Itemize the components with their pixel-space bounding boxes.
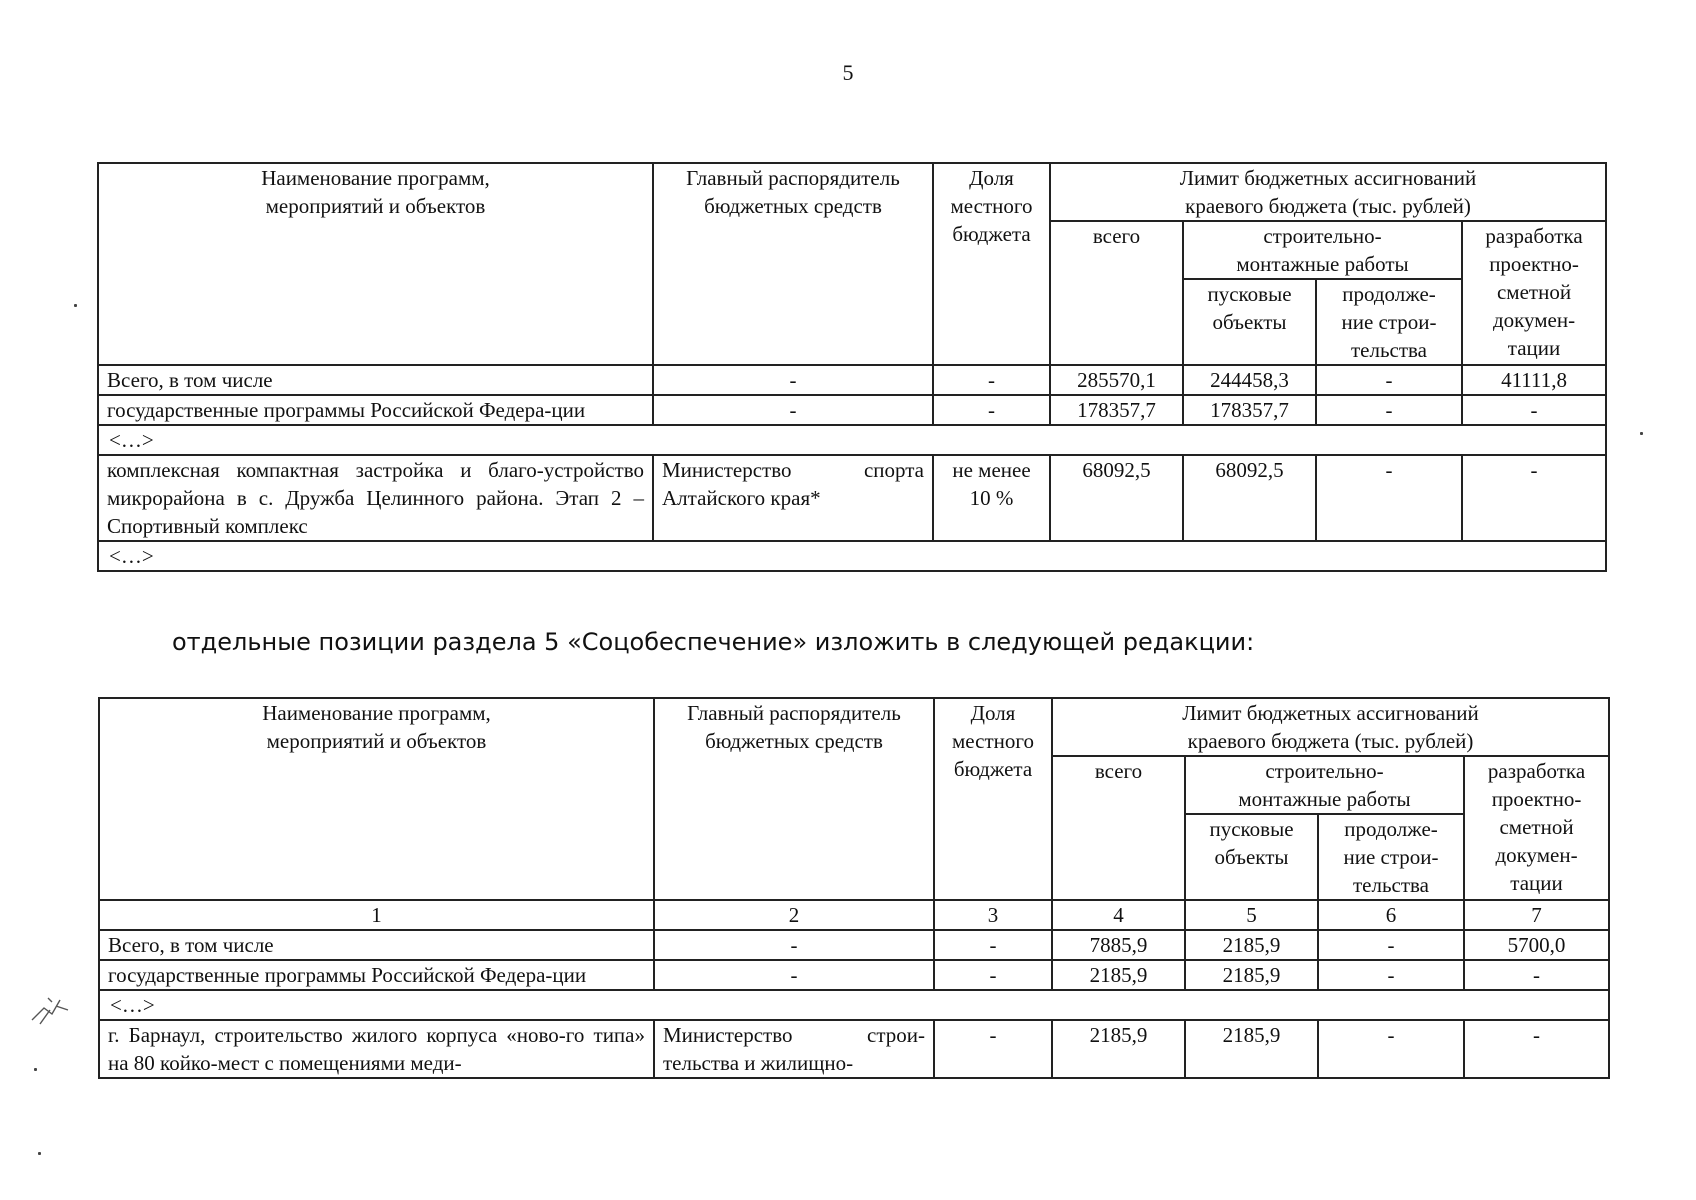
header-launch: пусковые объекты — [1183, 279, 1316, 365]
ellipsis-row: <…> — [98, 425, 1606, 455]
header-limit: Лимит бюджетных ассигнований краевого бюджета (тыс. рублей) — [1050, 163, 1606, 221]
header-total: всего — [1052, 756, 1185, 900]
header-name: Наименование программ, мероприятий и объектов — [99, 698, 654, 900]
header-share: Доля местного бюджета — [934, 698, 1052, 900]
scan-speck — [38, 1152, 41, 1155]
budget-table-1 — [97, 162, 1607, 572]
table-row: комплексная компактная застройка и благо-устройство микрорайона в с. Дружба Целинного района. Этап 2 – Спортивный комплекс Министерство спорта Алтайского края* не менее 10 % 68092,5 68092,5 - - — [98, 455, 1606, 541]
table-row: Всего, в том числе - - 7885,9 2185,9 - 5700,0 — [99, 930, 1609, 960]
section-sentence: отдельные позиции раздела 5 «Соцобеспечение» изложить в следующей редакции: — [172, 628, 1255, 656]
header-limit: Лимит бюджетных ассигнований краевого бюджета (тыс. рублей) — [1052, 698, 1609, 756]
header-name: Наименование программ, мероприятий и объектов — [98, 163, 653, 365]
header-continue: продолже- ние строи- тельства — [1316, 279, 1462, 365]
scan-speck — [1640, 432, 1643, 435]
header-construction: строительно- монтажные работы — [1185, 756, 1464, 814]
table-row: Всего, в том числе - - 285570,1 244458,3 - 41111,8 — [98, 365, 1606, 395]
header-design: разработка проектно- сметной докумен- тации — [1462, 221, 1606, 365]
ellipsis-row: <…> — [99, 990, 1609, 1020]
scan-speck — [74, 304, 77, 307]
column-numbering-row: 1 2 3 4 5 6 7 — [99, 900, 1609, 930]
header-launch: пусковые объекты — [1185, 814, 1318, 900]
header-share: Доля местного бюджета — [933, 163, 1050, 365]
header-design: разработка проектно- сметной докумен- тации — [1464, 756, 1609, 900]
handwritten-mark — [22, 980, 82, 1030]
table-row: государственные программы Российской Федера-ции - - 2185,9 2185,9 - - — [99, 960, 1609, 990]
page-number: 5 — [842, 60, 854, 85]
header-continue: продолже- ние строи- тельства — [1318, 814, 1464, 900]
ellipsis-row: <…> — [98, 541, 1606, 571]
table-row: государственные программы Российской Федера-ции - - 178357,7 178357,7 - - — [98, 395, 1606, 425]
budget-table-2 — [98, 697, 1610, 1079]
header-total: всего — [1050, 221, 1183, 365]
header-construction: строительно- монтажные работы — [1183, 221, 1462, 279]
header-manager: Главный распорядитель бюджетных средств — [654, 698, 934, 900]
header-manager: Главный распорядитель бюджетных средств — [653, 163, 933, 365]
scan-speck — [34, 1068, 37, 1071]
table-row: г. Барнаул, строительство жилого корпуса «ново-го типа» на 80 койко-мест с помещениями меди- Министерство строи-тельства и жилищно- - 2185,9 2185,9 - - — [99, 1020, 1609, 1078]
